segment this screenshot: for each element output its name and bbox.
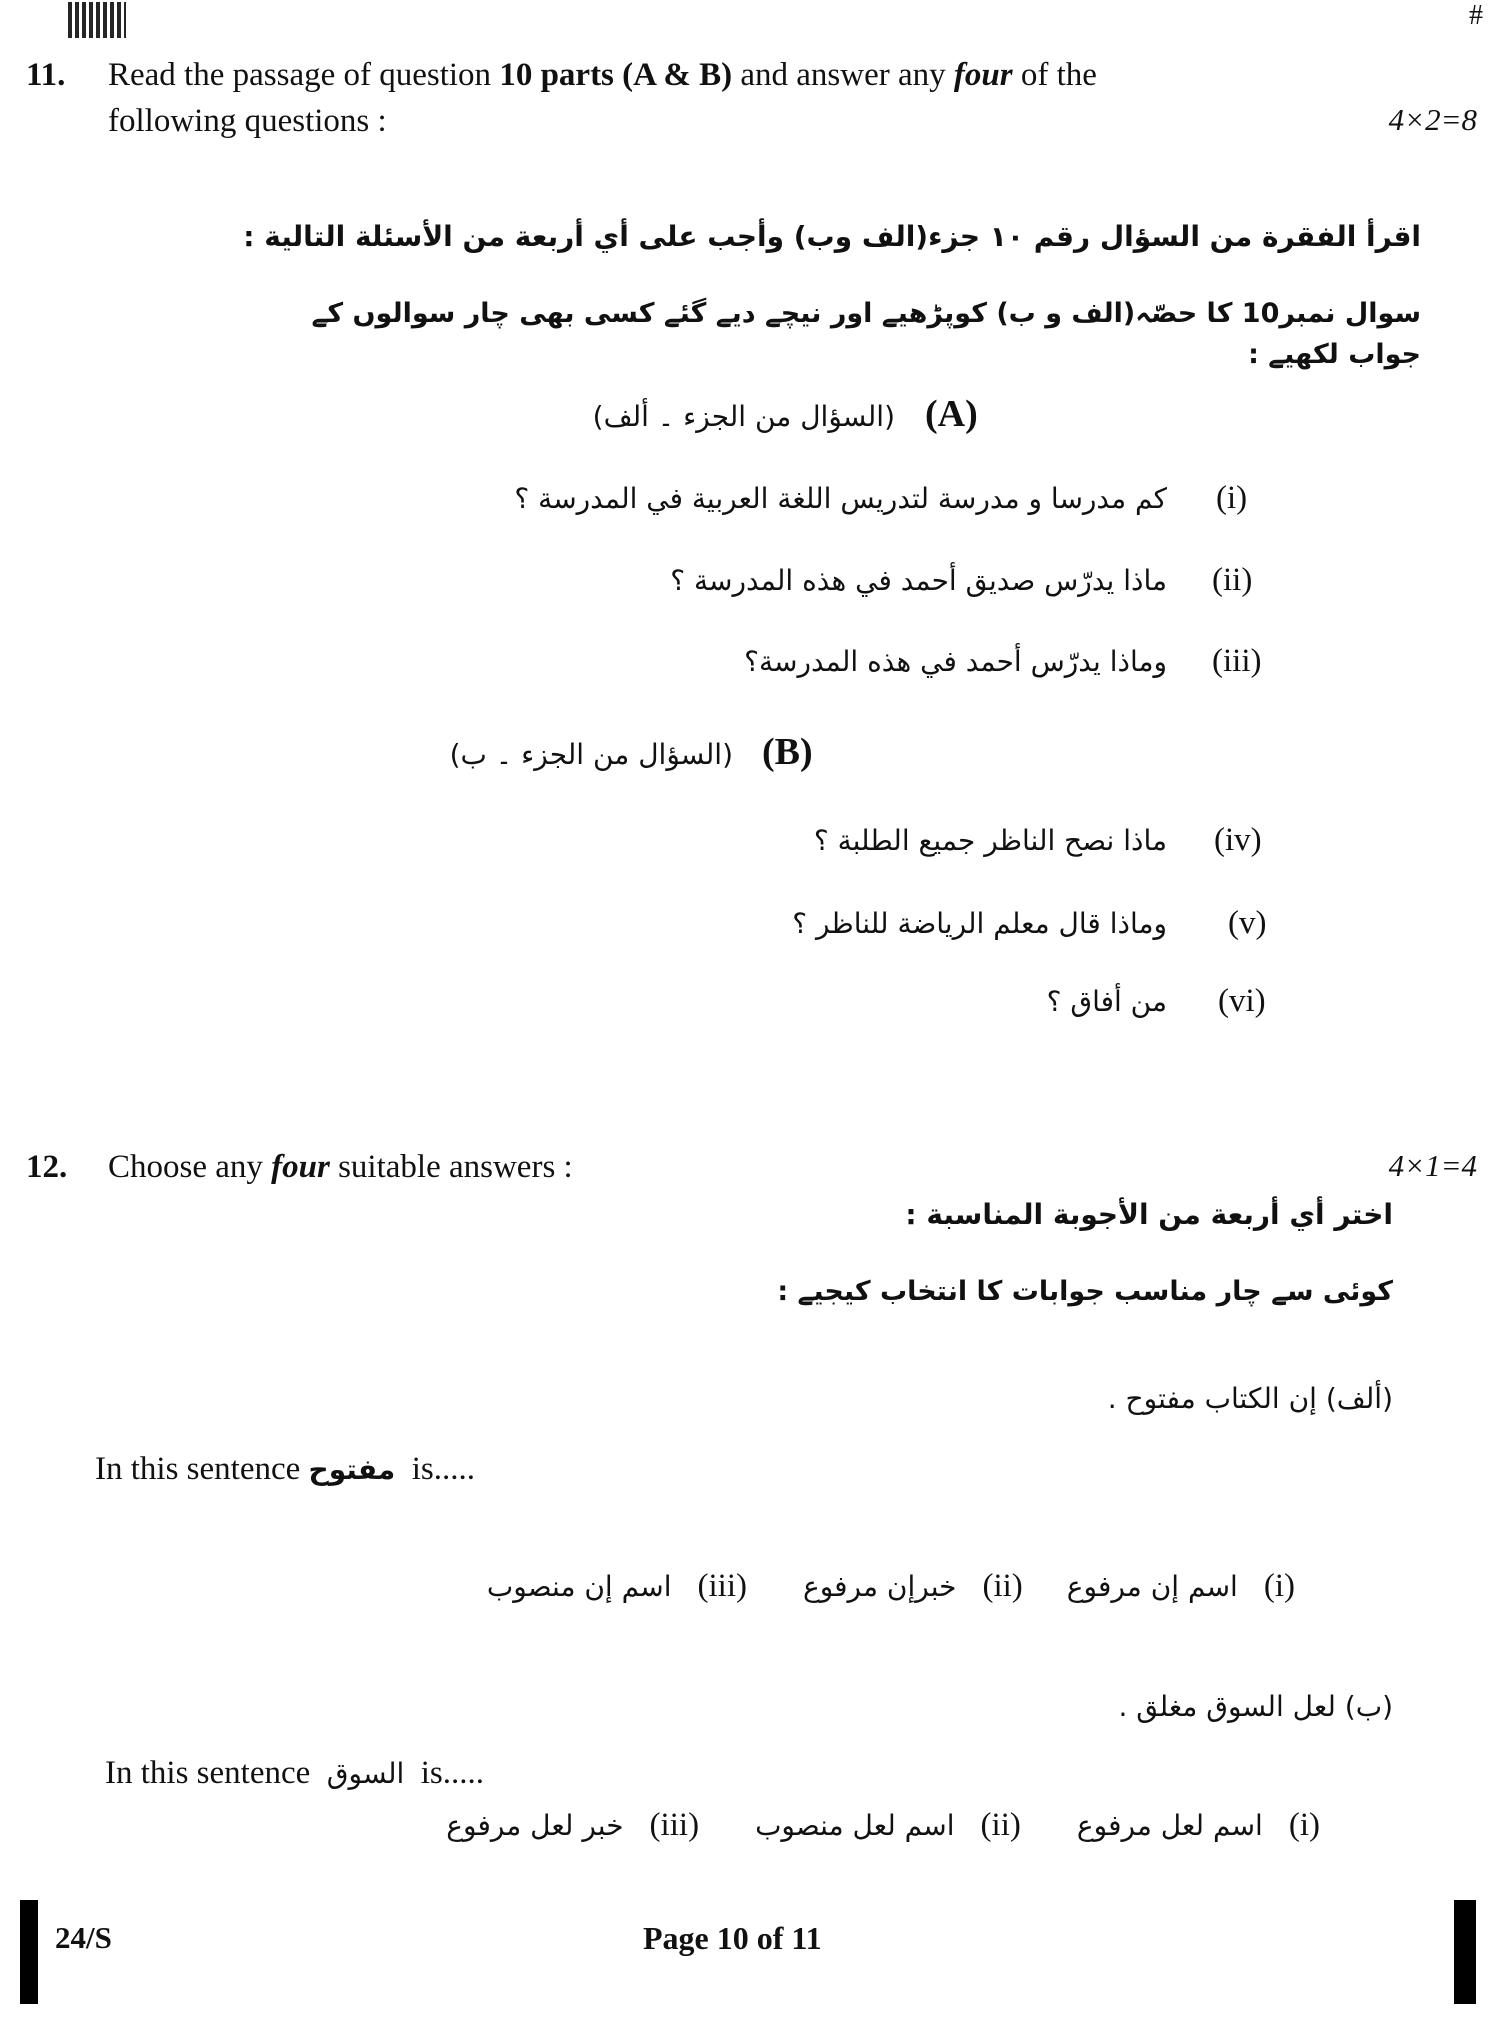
q11-line2: following questions : — [108, 103, 387, 139]
prompt-b: In this sentence السوق is..... — [105, 1755, 485, 1791]
option-num: (ii) — [982, 1568, 1023, 1604]
q12-marks: 4×1=4 — [1388, 1148, 1477, 1183]
question-text: كم مدرسا و مدرسة لتدريس اللغة العربية في المدرسة ؟ — [514, 482, 1167, 515]
question-text: ماذا نصح الناظر جميع الطلبة ؟ — [813, 824, 1167, 857]
option-num: (iii) — [649, 1807, 700, 1843]
part-a-label: (A) — [925, 393, 978, 435]
question-num: (v) — [1228, 905, 1267, 941]
option-text[interactable]: اسم لعل منصوب — [755, 1809, 955, 1842]
part-b-text: (السؤال من الجزء ۔ ب) — [449, 738, 733, 771]
option-text[interactable]: اسم إن مرفوع — [1066, 1570, 1238, 1603]
question-num: (vi) — [1218, 983, 1266, 1019]
sentence-a: (ألف) إن الكتاب مفتوح . — [1107, 1382, 1393, 1415]
options-a — [180, 1566, 1295, 1608]
options-b — [160, 1805, 1320, 1847]
option-text[interactable]: خبرإن مرفوع — [803, 1570, 957, 1603]
footer-left-bar — [20, 1900, 38, 2004]
prompt-a: In this sentence مفتوح is..... — [95, 1451, 475, 1487]
question-text: من أفاق ؟ — [1046, 985, 1167, 1018]
question-num: (ii) — [1212, 562, 1253, 598]
hash-mark: # — [1469, 0, 1483, 31]
sentence-b: (ب) لعل السوق مغلق . — [1118, 1690, 1393, 1723]
part-b-label: (B) — [762, 731, 813, 773]
paper-code: 24/S — [55, 1920, 112, 1955]
option-text[interactable]: اسم لعل مرفوع — [1076, 1809, 1263, 1842]
option-num: (i) — [1263, 1568, 1295, 1604]
option-text[interactable]: خبر لعل مرفوع — [446, 1809, 624, 1842]
q12-arabic-instruction: اختر أي أربعة من الأجوبة المناسبة : — [905, 1198, 1393, 1231]
option-num: (iii) — [697, 1568, 747, 1604]
option-num: (i) — [1288, 1807, 1320, 1843]
footer-right-bar — [1454, 1900, 1476, 2004]
question-text: ماذا يدرّس صديق أحمد في هذه المدرسة ؟ — [670, 564, 1167, 597]
q11-urdu-instruction: سوال نمبر10 کا حصّہ(الف و ب) کوپڑھیے اور نیچے دیے گئے کسی بھی چار سوالوں کے جواب لکھیے : — [311, 298, 1421, 370]
q12-urdu-instruction: کوئی سے چار مناسب جوابات کا انتخاب کیجیے : — [777, 1276, 1393, 1307]
option-num: (ii) — [980, 1807, 1021, 1843]
part-a-text: (السؤال من الجزء ۔ ألف) — [592, 400, 895, 433]
q11-arabic-instruction: اقرأ الفقرة من السؤال رقم ١٠ جزء(الف وب) وأجب على أي أربعة من الأسئلة التالية : — [243, 220, 1421, 253]
question-text: وماذا يدرّس أحمد في هذه المدرسة؟ — [744, 645, 1167, 678]
q12-line: Choose any four suitable answers : — [108, 1149, 573, 1185]
qr-code — [68, 2, 126, 38]
question-text: وماذا قال معلم الرياضة للناظر ؟ — [792, 907, 1167, 940]
option-text[interactable]: اسم إن منصوب — [486, 1570, 672, 1603]
q11-marks: 4×2=8 — [1388, 102, 1477, 137]
page-number: Page 10 of 11 — [643, 1920, 822, 1956]
q11-number: 11. — [26, 57, 66, 93]
q12-number: 12. — [26, 1149, 68, 1185]
question-num: (i) — [1216, 480, 1248, 516]
question-num: (iii) — [1212, 643, 1262, 679]
question-num: (iv) — [1214, 822, 1262, 858]
q11-line1: Read the passage of question 10 parts (A & B) and answer any four of the — [108, 57, 1097, 93]
